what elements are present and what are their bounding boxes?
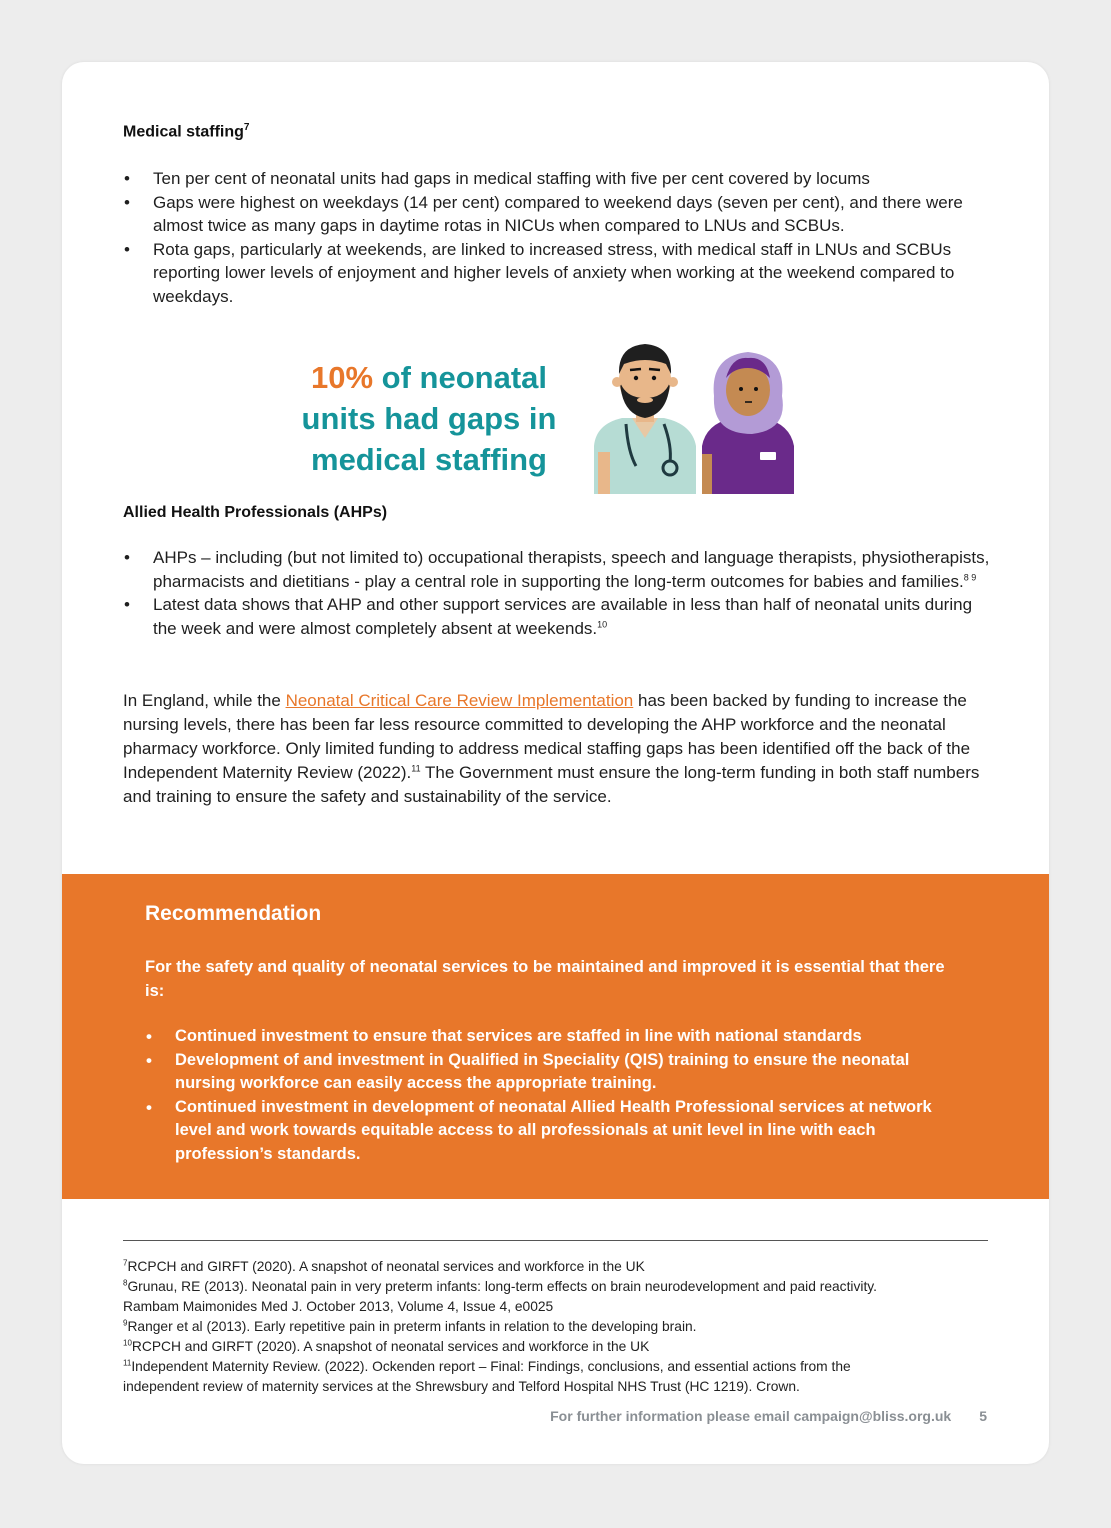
footnote-divider [123, 1240, 988, 1241]
stat-text-line1: of neonatal [373, 360, 547, 395]
funding-paragraph [123, 689, 993, 809]
medical-staffing-heading: Medical staffing$^7$ [123, 122, 250, 141]
recommendation-heading: Recommendation [145, 902, 322, 925]
stat-callout [294, 357, 564, 480]
doctor-figure [594, 344, 696, 494]
stat-text-line3: medical staffing [311, 442, 547, 477]
recommendation-intro: For the safety and quality of neonatal services to be maintained and improved it is essential that there is: [145, 958, 945, 1000]
footnote-8-cont: Rambam Maimonides Med J. October 2013, Volume 4, Issue 4, e0025 [123, 1299, 554, 1314]
footnote-ref: 10 [597, 618, 608, 629]
page-footer [550, 1408, 987, 1424]
footnote-10: $^{10}$RCPCH and GIRFT (2020). A snapshot of neonatal services and workforce in the UK [123, 1338, 650, 1354]
list-item: • Continued investment in development of neonatal Allied Health Professional services at network level and work towards equitable access to all professionals at unit level in line with each profession’s standards. [145, 1096, 945, 1167]
nurse-figure [702, 352, 794, 494]
footnote-11-cont: independent review of maternity services at the Shrewsbury and Telford Hospital NHS Trust (HC 1219). Crown. [123, 1379, 800, 1394]
footnote-11: $^{11}$Independent Maternity Review. (2022). Ockenden report – Final: Findings, conclusions, and essential actions from the [123, 1358, 851, 1374]
footnote-8: $^8$Grunau, RE (2013). Neonatal pain in very preterm infants: long-term effects on brain neurodevelopment and paid reactivity. [123, 1278, 877, 1294]
ahp-heading: Allied Health Professionals (AHPs) [123, 504, 388, 521]
footnote-9: $^9$Ranger et al (2013). Early repetitive pain in preterm infants in relation to the developing brain. [123, 1318, 697, 1334]
list-item: • Ten per cent of neonatal units had gaps in medical staffing with five per cent covered by locums [123, 167, 993, 191]
stat-text-line2: units had gaps in [301, 401, 557, 436]
list-item: • Latest data shows that AHP and other support services are available in less than half of neonatal units during the week and were almost completely absent at weekends.$^{10}$ [123, 593, 993, 640]
recommendation-list [145, 1025, 945, 1166]
list-item: • Rota gaps, particularly at weekends, are linked to increased stress, with medical staff in LNUs and SCBUs reporting lower levels of enjoyment and higher levels of anxiety when working at the weekend compared to weekdays. [123, 238, 993, 309]
body-paragraph: In England, while the Neonatal Critical Care Review Implementation has been backed by funding to increase the nursing levels, there has been far less resource committed to developing the AHP workforce and the neonatal pharmacy workforce. Only limited funding to address medical staffing gaps has been identified off the back of the Independent Maternity Review (2022).$^{11}$ The Government must ensure the long-term funding in both staff numbers and training to ensure the safety and sustainability of the service. [123, 691, 980, 806]
medical-staffing-section [123, 122, 993, 308]
page-number: 5 [979, 1408, 987, 1424]
list-item: • AHPs – including (but not limited to) occupational therapists, speech and language therapists, physiotherapists, pharmacists and dietitians - play a central role in supporting the long-term outcomes for babies and families.$^{8 9}$ [123, 546, 993, 593]
list-item: • Development of and investment in Qualified in Speciality (QIS) training to ensure the neonatal nursing workforce can easily access the appropriate training. [145, 1049, 945, 1096]
ahp-list [123, 546, 993, 640]
list-item: • Continued investment to ensure that services are staffed in line with national standards [145, 1025, 945, 1049]
footnote-ref: 7 [243, 122, 250, 133]
ahp-section [123, 504, 993, 640]
footnote-ref: 11 [411, 763, 421, 774]
list-item: • Gaps were highest on weekdays (14 per cent) compared to weekend days (seven per cent), and there were almost twice as many gaps in daytime rotas in NICUs when compared to LNUs and SCBUs. [123, 191, 993, 238]
footnote-ref: 8 9 [963, 571, 977, 582]
footnotes [123, 1257, 993, 1397]
neonatal-review-link[interactable]: Neonatal Critical Care Review Implementation [285, 691, 634, 710]
stat-percent: 10% [311, 360, 374, 395]
contact-email-text: For further information please email campaign@bliss.org.uk [550, 1408, 952, 1424]
document-page [62, 62, 1049, 1464]
medical-staffing-list [123, 167, 993, 308]
footnote-7: $^7$RCPCH and GIRFT (2020). A snapshot of neonatal services and workforce in the UK [123, 1258, 645, 1274]
medical-staff-illustration [592, 334, 802, 494]
recommendation-box [62, 874, 1049, 1199]
